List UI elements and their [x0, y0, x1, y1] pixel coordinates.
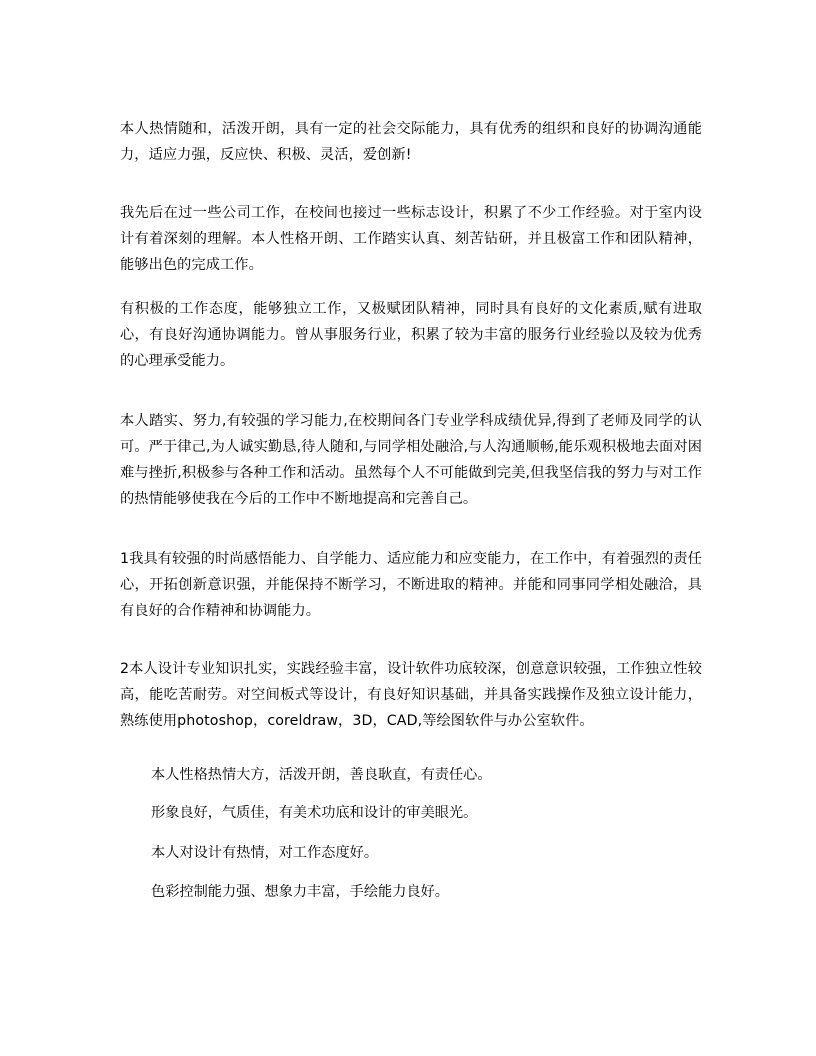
list-item: 色彩控制能力强、想象力丰富，手绘能力良好。 — [151, 884, 449, 900]
paragraph-study-ability: 本人踏实、努力,有较强的学习能力,在校期间各门专业学科成绩优异,得到了老师及同学的认可。严于律己,为人诚实勤恳,待人随和,与同学相处融洽,与人沟通顺畅,能乐观积极地去面对困难与挫折,积极参与各种工作和活动。虽然每个人不可能做到完美,但我坚信我的努力与对工作的热情能够使我在今后的工作中不断地提高和完善自己。 — [120, 413, 702, 507]
paragraph-point-1: 1我具有较强的时尚感悟能力、自学能力、适应能力和应变能力，在工作中，有着强烈的责任心，开拓创新意识强，并能保持不断学习，不断进取的精神。并能和同事同学相处融洽，具有良好的合作精神和协调能力。 — [120, 551, 702, 619]
list-item: 本人性格热情大方，活泼开朗，善良耿直，有责任心。 — [151, 767, 492, 783]
list-item: 本人对设计有热情，对工作态度好。 — [151, 845, 379, 861]
paragraph-point-2: 2本人设计专业知识扎实，实践经验丰富，设计软件功底较深，创意意识较强，工作独立性较高，能吃苦耐劳。对空间板式等设计，有良好知识基础，并具备实践操作及独立设计能力，熟练使用photoshop，coreldraw，3D，CAD,等绘图软件与办公室软件。 — [120, 661, 702, 729]
paragraph-work-attitude: 有积极的工作态度，能够独立工作，又极赋团队精神，同时具有良好的文化素质,赋有进取心，有良好沟通协调能力。曾从事服务行业，积累了较为丰富的服务行业经验以及较为优秀的心理承受能力。 — [120, 301, 702, 369]
paragraph-personality: 本人热情随和，活泼开朗，具有一定的社会交际能力，具有优秀的组织和良好的协调沟通能力，适应力强，反应快、积极、灵活，爱创新! — [120, 121, 702, 163]
paragraph-work-experience: 我先后在过一些公司工作，在校间也接过一些标志设计，积累了不少工作经验。对于室内设计有着深刻的理解。本人性格开朗、工作踏实认真、刻苦钻研，并且极富工作和团队精神，能够出色的完成工作。 — [120, 205, 702, 273]
list-item: 形象良好，气质佳，有美术功底和设计的审美眼光。 — [151, 805, 478, 821]
